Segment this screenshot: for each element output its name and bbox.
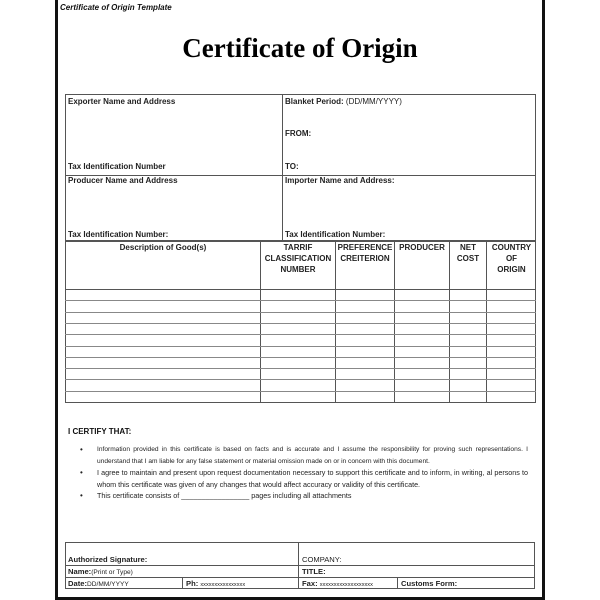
name-hint: (Print or Type) [91, 569, 133, 576]
exporter-tax-label: Tax Identification Number [68, 162, 166, 171]
row-divider [65, 300, 536, 301]
row-divider [65, 323, 536, 324]
blanket-period-label: Blanket Period: (DD/MM/YYYY) [285, 97, 402, 106]
row-divider [65, 357, 536, 358]
column-header-tarrif: TARRIF CLASSIFICATION NUMBER [264, 243, 332, 274]
column-header-preference: PREFERENCE CREITERION [337, 243, 393, 263]
to-label: TO: [285, 162, 299, 171]
producer-label: Producer Name and Address [68, 176, 178, 185]
fax-value: xxxxxxxxxxxxxxxxxxx [319, 582, 373, 588]
table-row[interactable] [65, 334, 536, 345]
bullet-icon: • [80, 468, 83, 477]
from-label: FROM: [285, 129, 312, 138]
row-divider [65, 391, 536, 392]
table-row[interactable] [65, 379, 536, 390]
row-divider [65, 368, 536, 369]
importer-field[interactable] [283, 176, 535, 240]
phone-value: xxxxxxxxxxxxxxxx [200, 582, 246, 588]
producer-field[interactable] [66, 176, 281, 240]
company-field[interactable]: COMPANY: [302, 555, 342, 564]
phone-field[interactable]: Ph: xxxxxxxxxxxxxxxx [186, 579, 246, 588]
exporter-label: Exporter Name and Address [68, 97, 176, 106]
name-field[interactable]: Name:(Print or Type) [68, 567, 133, 576]
page-title: Certificate of Origin [182, 33, 418, 63]
date-phone-divider [182, 577, 183, 589]
table-row[interactable] [65, 346, 536, 357]
exporter-field[interactable] [66, 95, 281, 174]
signature-row-divider [65, 577, 535, 578]
table-row[interactable] [65, 323, 536, 334]
template-label: Certificate of Origin Template [60, 3, 172, 12]
column-header-net-cost: NET COST [456, 243, 480, 263]
table-row[interactable] [65, 357, 536, 368]
table-row[interactable] [65, 368, 536, 379]
table-row[interactable] [65, 312, 536, 323]
list-item: • I agree to maintain and present upon request documentation necessary to support this certificate and to inform, in writing, al persons to whom this certificate was given of any changes that would affect accuracy or validity of this certificate. [80, 468, 528, 489]
signature-row-divider [65, 565, 535, 566]
row-divider [65, 334, 536, 335]
bullet-icon: • [80, 445, 83, 454]
date-value: DD/MM/YYYY [87, 581, 129, 588]
list-item: • This certificate consists of _________________ pages including all attachments [80, 491, 352, 500]
table-row[interactable] [65, 391, 536, 402]
certify-heading: I CERTIFY THAT: [68, 427, 132, 436]
importer-label: Importer Name and Address: [285, 176, 395, 185]
list-item: • Information provided in this certificate is based on facts and is accurate and I assume the responsibility for proving such representations. I understand that I am liable for any false statement or material omission made on or in concern with this document. [80, 445, 528, 465]
producer-tax-label: Tax Identification Number: [68, 230, 169, 239]
row-divider [65, 379, 536, 380]
importer-tax-label: Tax Identification Number: [285, 230, 386, 239]
row-divider [65, 312, 536, 313]
table-row[interactable] [65, 300, 536, 311]
fax-customs-divider [397, 577, 398, 589]
certification-list [80, 444, 528, 502]
bullet-icon: • [80, 491, 83, 500]
table-row[interactable] [65, 289, 536, 300]
column-header-producer: PRODUCER [399, 243, 445, 252]
blanket-period-field[interactable] [283, 95, 535, 174]
column-header-country: COUNTRY OF ORIGIN [491, 243, 532, 274]
fax-field[interactable]: Fax: xxxxxxxxxxxxxxxxxxx [302, 579, 373, 588]
customs-form-field[interactable]: Customs Form: [401, 579, 458, 588]
column-header-description: Description of Good(s) [119, 243, 207, 252]
title-field[interactable]: TITLE: [302, 567, 326, 576]
row-divider [65, 346, 536, 347]
blanket-period-format: (DD/MM/YYYY) [345, 97, 402, 106]
date-field[interactable]: Date:DD/MM/YYYY [68, 579, 129, 588]
authorized-signature-field[interactable]: Authorized Signature: [68, 555, 148, 564]
